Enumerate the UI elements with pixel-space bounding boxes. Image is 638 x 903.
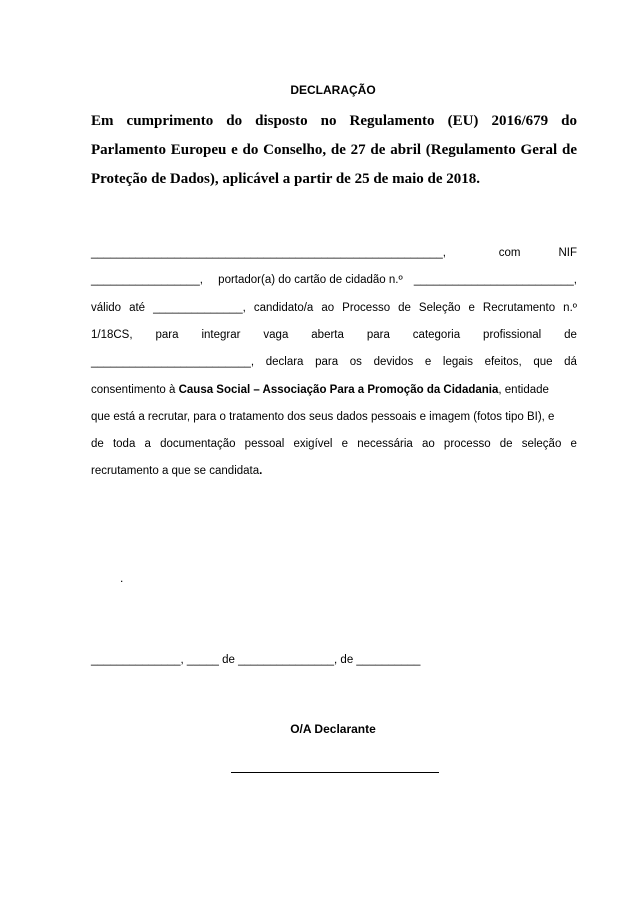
word: toda <box>112 438 136 450</box>
com-word: com <box>498 247 521 259</box>
word: vaga <box>263 329 289 341</box>
word: de <box>91 438 104 450</box>
stray-dot: . <box>120 571 124 585</box>
body-line-6 <box>91 381 577 399</box>
word: legais <box>442 356 473 368</box>
word: dá <box>564 356 577 368</box>
consent-text: consentimento à <box>91 384 179 396</box>
body-line-8 <box>91 435 577 453</box>
word: n.º <box>563 302 577 314</box>
word: efeitos, <box>484 356 522 368</box>
category-blank: _________________________, <box>91 356 255 368</box>
intro-paragraph: Em cumprimento do disposto no Regulamento (EU) 2016/679 do Parlamento Europeu e do Conselho, de 27 de abril (Regulamento Geral de Proteção de Dados), aplicável a partir de 25 de maio de 2018. <box>91 113 577 187</box>
entity-name: Causa Social – Associação Para a Promoção da Cidadania <box>178 384 499 396</box>
word: de <box>499 438 513 450</box>
word: Processo <box>342 302 391 314</box>
word: processo <box>443 438 491 450</box>
word: para <box>366 329 390 341</box>
nif-word: NIF <box>558 247 577 259</box>
word: 1/18CS, <box>91 329 133 341</box>
word: pessoal <box>244 438 285 450</box>
word: categoria <box>412 329 461 341</box>
entity-suffix: , entidade <box>498 384 549 396</box>
closing-period: . <box>259 465 263 477</box>
cc-blank: _________________________, <box>413 274 577 286</box>
word: e <box>341 438 349 450</box>
word: declara <box>265 356 304 368</box>
word: ao <box>321 302 335 314</box>
word: que <box>533 356 553 368</box>
closing-text: recrutamento a que se candidata <box>91 465 260 477</box>
document-title: DECLARAÇÃO <box>290 83 376 97</box>
nif-blank: _________________, <box>91 274 203 286</box>
word: válido <box>91 302 122 314</box>
word: aberta <box>311 329 344 341</box>
word: para <box>155 329 179 341</box>
word: a <box>144 438 151 450</box>
word: integrar <box>201 329 241 341</box>
body-line-2 <box>91 271 577 289</box>
word: para <box>315 356 339 368</box>
body-line-7: que está a recrutar, para o tratamento dos seus dados pessoais e imagem (fotos tipo BI), e <box>91 411 555 423</box>
word: e <box>570 438 577 450</box>
word: documentação <box>160 438 236 450</box>
body-line-4 <box>91 326 577 344</box>
word: Seleção <box>418 302 461 314</box>
word: os <box>349 356 362 368</box>
declarante-label: O/A Declarante <box>290 722 376 736</box>
word: e <box>468 302 475 314</box>
body-line-3 <box>91 299 577 317</box>
word: de <box>398 302 411 314</box>
signature-line <box>231 772 439 773</box>
word: profissional <box>483 329 542 341</box>
body-line-9 <box>91 462 577 480</box>
validity-blank: ______________, <box>153 302 246 314</box>
word: e <box>424 356 432 368</box>
body-line-1 <box>91 244 577 262</box>
word: candidato/a <box>253 302 314 314</box>
word: de <box>564 329 577 341</box>
word: até <box>129 302 146 314</box>
cc-text: portador(a) do cartão de cidadão n.º <box>218 274 403 286</box>
name-blank: _______________________________________________________, <box>91 247 446 259</box>
body-line-5 <box>91 353 577 371</box>
word: necessária <box>357 438 413 450</box>
word: ao <box>421 438 435 450</box>
word: devidos <box>373 356 414 368</box>
word: seleção <box>521 438 562 450</box>
word: Recrutamento <box>482 302 556 314</box>
word: exigível <box>293 438 333 450</box>
date-line: ______________, _____ de _______________, de __________ <box>91 654 421 666</box>
